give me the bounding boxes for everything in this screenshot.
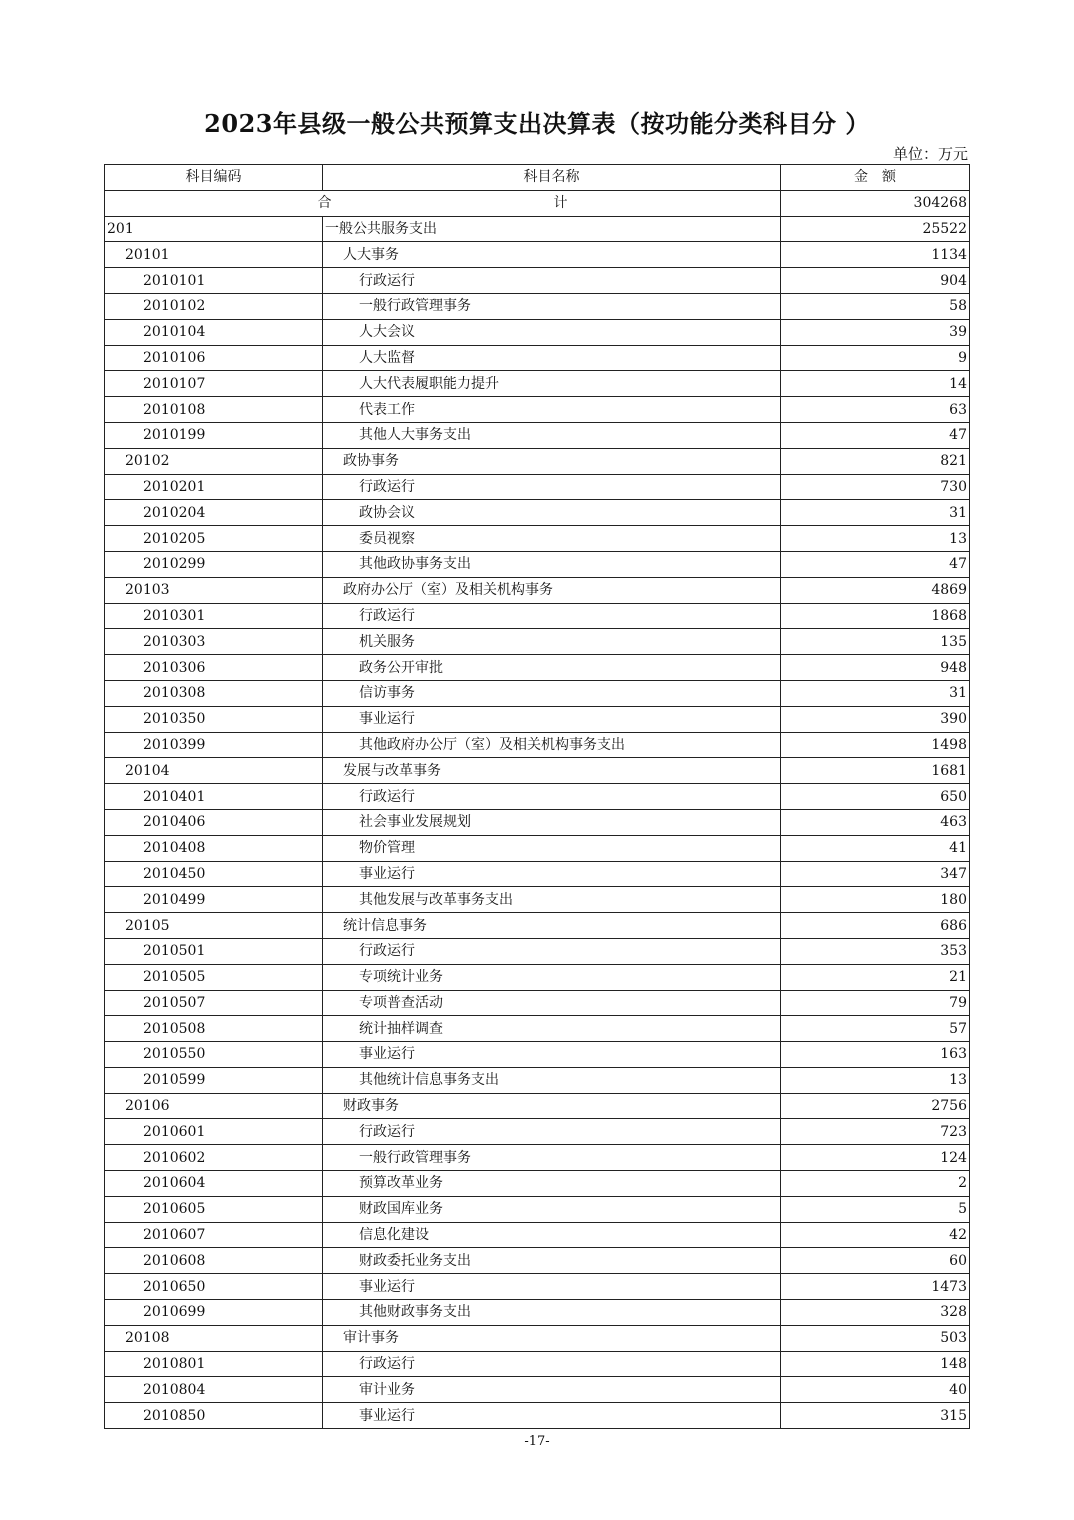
row-amount: 42	[781, 1222, 970, 1248]
row-code: 2010408	[105, 835, 323, 861]
page-number: -17-	[524, 1434, 550, 1449]
table-row	[105, 1248, 970, 1274]
row-code: 2010201	[105, 474, 323, 500]
table-row	[105, 526, 970, 552]
row-name: 其他统计信息事务支出	[323, 1067, 781, 1093]
table-row	[105, 1093, 970, 1119]
unit-label: 单位：万元	[892, 145, 968, 163]
row-code: 2010804	[105, 1377, 323, 1403]
row-code: 2010599	[105, 1067, 323, 1093]
row-amount: 79	[781, 990, 970, 1016]
row-name: 一般行政管理事务	[323, 293, 781, 319]
row-amount: 463	[781, 809, 970, 835]
table-row	[105, 1222, 970, 1248]
row-amount: 41	[781, 835, 970, 861]
row-code: 20105	[105, 913, 323, 939]
row-amount: 328	[781, 1300, 970, 1326]
header-name: 科目名称	[323, 165, 781, 191]
row-code: 2010608	[105, 1248, 323, 1274]
table-row	[105, 397, 970, 423]
row-amount: 47	[781, 551, 970, 577]
row-name: 人大事务	[323, 242, 781, 268]
row-code: 2010550	[105, 1042, 323, 1068]
table-row	[105, 938, 970, 964]
row-code: 20101	[105, 242, 323, 268]
table-row	[105, 293, 970, 319]
row-code: 2010107	[105, 371, 323, 397]
table-row	[105, 732, 970, 758]
row-amount: 1498	[781, 732, 970, 758]
row-amount: 14	[781, 371, 970, 397]
row-name: 行政运行	[323, 268, 781, 294]
row-name: 统计信息事务	[323, 913, 781, 939]
table-row	[105, 1196, 970, 1222]
row-name: 人大会议	[323, 319, 781, 345]
row-name: 预算改革业务	[323, 1171, 781, 1197]
row-amount: 124	[781, 1145, 970, 1171]
table-row	[105, 268, 970, 294]
table-row	[105, 551, 970, 577]
row-name: 委员视察	[323, 526, 781, 552]
row-amount: 47	[781, 422, 970, 448]
row-code: 2010204	[105, 500, 323, 526]
row-amount: 57	[781, 1016, 970, 1042]
row-code: 2010499	[105, 887, 323, 913]
table-row	[105, 655, 970, 681]
total-label-b: 计	[553, 195, 568, 212]
row-code: 20106	[105, 1093, 323, 1119]
row-amount: 904	[781, 268, 970, 294]
table-row	[105, 861, 970, 887]
row-name: 代表工作	[323, 397, 781, 423]
table-row	[105, 1042, 970, 1068]
table-row	[105, 913, 970, 939]
row-code: 2010299	[105, 551, 323, 577]
row-name: 统计抽样调查	[323, 1016, 781, 1042]
table-row	[105, 758, 970, 784]
row-amount: 63	[781, 397, 970, 423]
row-name: 专项统计业务	[323, 964, 781, 990]
total-row	[105, 190, 970, 216]
row-amount: 1134	[781, 242, 970, 268]
header-code: 科目编码	[105, 165, 323, 191]
row-name: 行政运行	[323, 938, 781, 964]
row-code: 2010507	[105, 990, 323, 1016]
row-name: 机关服务	[323, 629, 781, 655]
row-amount: 13	[781, 1067, 970, 1093]
row-name: 行政运行	[323, 784, 781, 810]
row-amount: 60	[781, 1248, 970, 1274]
row-amount: 315	[781, 1403, 970, 1429]
total-label	[105, 190, 781, 216]
table-row	[105, 345, 970, 371]
table-row	[105, 319, 970, 345]
row-code: 2010199	[105, 422, 323, 448]
row-amount: 5	[781, 1196, 970, 1222]
table-row	[105, 1016, 970, 1042]
row-code: 2010508	[105, 1016, 323, 1042]
row-name: 发展与改革事务	[323, 758, 781, 784]
header-row	[105, 165, 970, 191]
row-code: 2010607	[105, 1222, 323, 1248]
row-amount: 948	[781, 655, 970, 681]
row-code: 2010650	[105, 1274, 323, 1300]
row-name: 政务公开审批	[323, 655, 781, 681]
row-code: 2010106	[105, 345, 323, 371]
row-amount: 821	[781, 448, 970, 474]
row-amount: 25522	[781, 216, 970, 242]
row-name: 信访事务	[323, 680, 781, 706]
row-name: 其他政府办公厅（室）及相关机构事务支出	[323, 732, 781, 758]
row-name: 财政事务	[323, 1093, 781, 1119]
row-code: 2010108	[105, 397, 323, 423]
row-name: 行政运行	[323, 474, 781, 500]
table-row	[105, 1377, 970, 1403]
row-code: 2010699	[105, 1300, 323, 1326]
row-name: 一般公共服务支出	[323, 216, 781, 242]
row-amount: 390	[781, 706, 970, 732]
row-amount: 1473	[781, 1274, 970, 1300]
row-amount: 180	[781, 887, 970, 913]
row-name: 财政委托业务支出	[323, 1248, 781, 1274]
table-row	[105, 500, 970, 526]
row-name: 审计事务	[323, 1325, 781, 1351]
row-code: 2010406	[105, 809, 323, 835]
row-amount: 58	[781, 293, 970, 319]
table-row	[105, 577, 970, 603]
table-row	[105, 216, 970, 242]
row-name: 政协会议	[323, 500, 781, 526]
budget-table	[104, 164, 970, 1429]
table-row	[105, 1171, 970, 1197]
row-code: 201	[105, 216, 323, 242]
table-row	[105, 422, 970, 448]
table-row	[105, 680, 970, 706]
table-row	[105, 448, 970, 474]
row-amount: 353	[781, 938, 970, 964]
row-code: 2010450	[105, 861, 323, 887]
row-amount: 39	[781, 319, 970, 345]
table-row	[105, 603, 970, 629]
table-row	[105, 1145, 970, 1171]
row-name: 事业运行	[323, 861, 781, 887]
table-row	[105, 1274, 970, 1300]
row-name: 物价管理	[323, 835, 781, 861]
table-row	[105, 990, 970, 1016]
row-name: 事业运行	[323, 1274, 781, 1300]
total-label-a: 合	[317, 195, 332, 212]
total-amount: 304268	[781, 190, 970, 216]
row-code: 2010104	[105, 319, 323, 345]
row-amount: 31	[781, 680, 970, 706]
table-row	[105, 887, 970, 913]
row-code: 2010301	[105, 603, 323, 629]
row-code: 20108	[105, 1325, 323, 1351]
table-row	[105, 629, 970, 655]
row-name: 政府办公厅（室）及相关机构事务	[323, 577, 781, 603]
row-name: 专项普查活动	[323, 990, 781, 1016]
row-name: 事业运行	[323, 1403, 781, 1429]
row-amount: 686	[781, 913, 970, 939]
row-code: 20103	[105, 577, 323, 603]
row-name: 其他人大事务支出	[323, 422, 781, 448]
row-name: 财政国库业务	[323, 1196, 781, 1222]
row-amount: 347	[781, 861, 970, 887]
table-row	[105, 1119, 970, 1145]
page-title: 2023年县级一般公共预算支出决算表（按功能分类科目分 ）	[204, 109, 870, 138]
table-row	[105, 242, 970, 268]
row-name: 行政运行	[323, 1119, 781, 1145]
row-code: 2010602	[105, 1145, 323, 1171]
row-code: 2010350	[105, 706, 323, 732]
table-row	[105, 809, 970, 835]
row-name: 事业运行	[323, 706, 781, 732]
row-name: 审计业务	[323, 1377, 781, 1403]
table-row	[105, 1351, 970, 1377]
row-name: 人大代表履职能力提升	[323, 371, 781, 397]
row-amount: 2	[781, 1171, 970, 1197]
table-row	[105, 1067, 970, 1093]
row-amount: 1868	[781, 603, 970, 629]
row-code: 2010102	[105, 293, 323, 319]
row-code: 2010303	[105, 629, 323, 655]
row-amount: 148	[781, 1351, 970, 1377]
row-amount: 13	[781, 526, 970, 552]
row-amount: 650	[781, 784, 970, 810]
row-name: 社会事业发展规划	[323, 809, 781, 835]
row-code: 2010101	[105, 268, 323, 294]
row-name: 其他政协事务支出	[323, 551, 781, 577]
row-code: 20104	[105, 758, 323, 784]
table-row	[105, 1403, 970, 1429]
row-code: 2010604	[105, 1171, 323, 1197]
row-amount: 723	[781, 1119, 970, 1145]
row-amount: 4869	[781, 577, 970, 603]
table-row	[105, 784, 970, 810]
table-row	[105, 1325, 970, 1351]
row-name: 政协事务	[323, 448, 781, 474]
row-amount: 503	[781, 1325, 970, 1351]
row-name: 其他发展与改革事务支出	[323, 887, 781, 913]
row-code: 2010501	[105, 938, 323, 964]
row-amount: 2756	[781, 1093, 970, 1119]
row-code: 2010801	[105, 1351, 323, 1377]
table-row	[105, 964, 970, 990]
table-row	[105, 835, 970, 861]
table-row	[105, 1300, 970, 1326]
row-amount: 21	[781, 964, 970, 990]
row-name: 一般行政管理事务	[323, 1145, 781, 1171]
row-code: 2010601	[105, 1119, 323, 1145]
row-code: 2010306	[105, 655, 323, 681]
row-code: 2010399	[105, 732, 323, 758]
row-name: 事业运行	[323, 1042, 781, 1068]
row-amount: 135	[781, 629, 970, 655]
row-code: 2010850	[105, 1403, 323, 1429]
row-amount: 730	[781, 474, 970, 500]
row-amount: 163	[781, 1042, 970, 1068]
row-code: 2010605	[105, 1196, 323, 1222]
row-code: 2010401	[105, 784, 323, 810]
row-code: 2010505	[105, 964, 323, 990]
table-row	[105, 474, 970, 500]
row-name: 行政运行	[323, 603, 781, 629]
row-name: 其他财政事务支出	[323, 1300, 781, 1326]
row-amount: 31	[781, 500, 970, 526]
row-amount: 1681	[781, 758, 970, 784]
row-name: 人大监督	[323, 345, 781, 371]
header-amount: 金 额	[781, 165, 970, 191]
row-code: 20102	[105, 448, 323, 474]
row-amount: 9	[781, 345, 970, 371]
row-name: 行政运行	[323, 1351, 781, 1377]
row-name: 信息化建设	[323, 1222, 781, 1248]
table-row	[105, 371, 970, 397]
row-amount: 40	[781, 1377, 970, 1403]
row-code: 2010205	[105, 526, 323, 552]
row-code: 2010308	[105, 680, 323, 706]
table-row	[105, 706, 970, 732]
